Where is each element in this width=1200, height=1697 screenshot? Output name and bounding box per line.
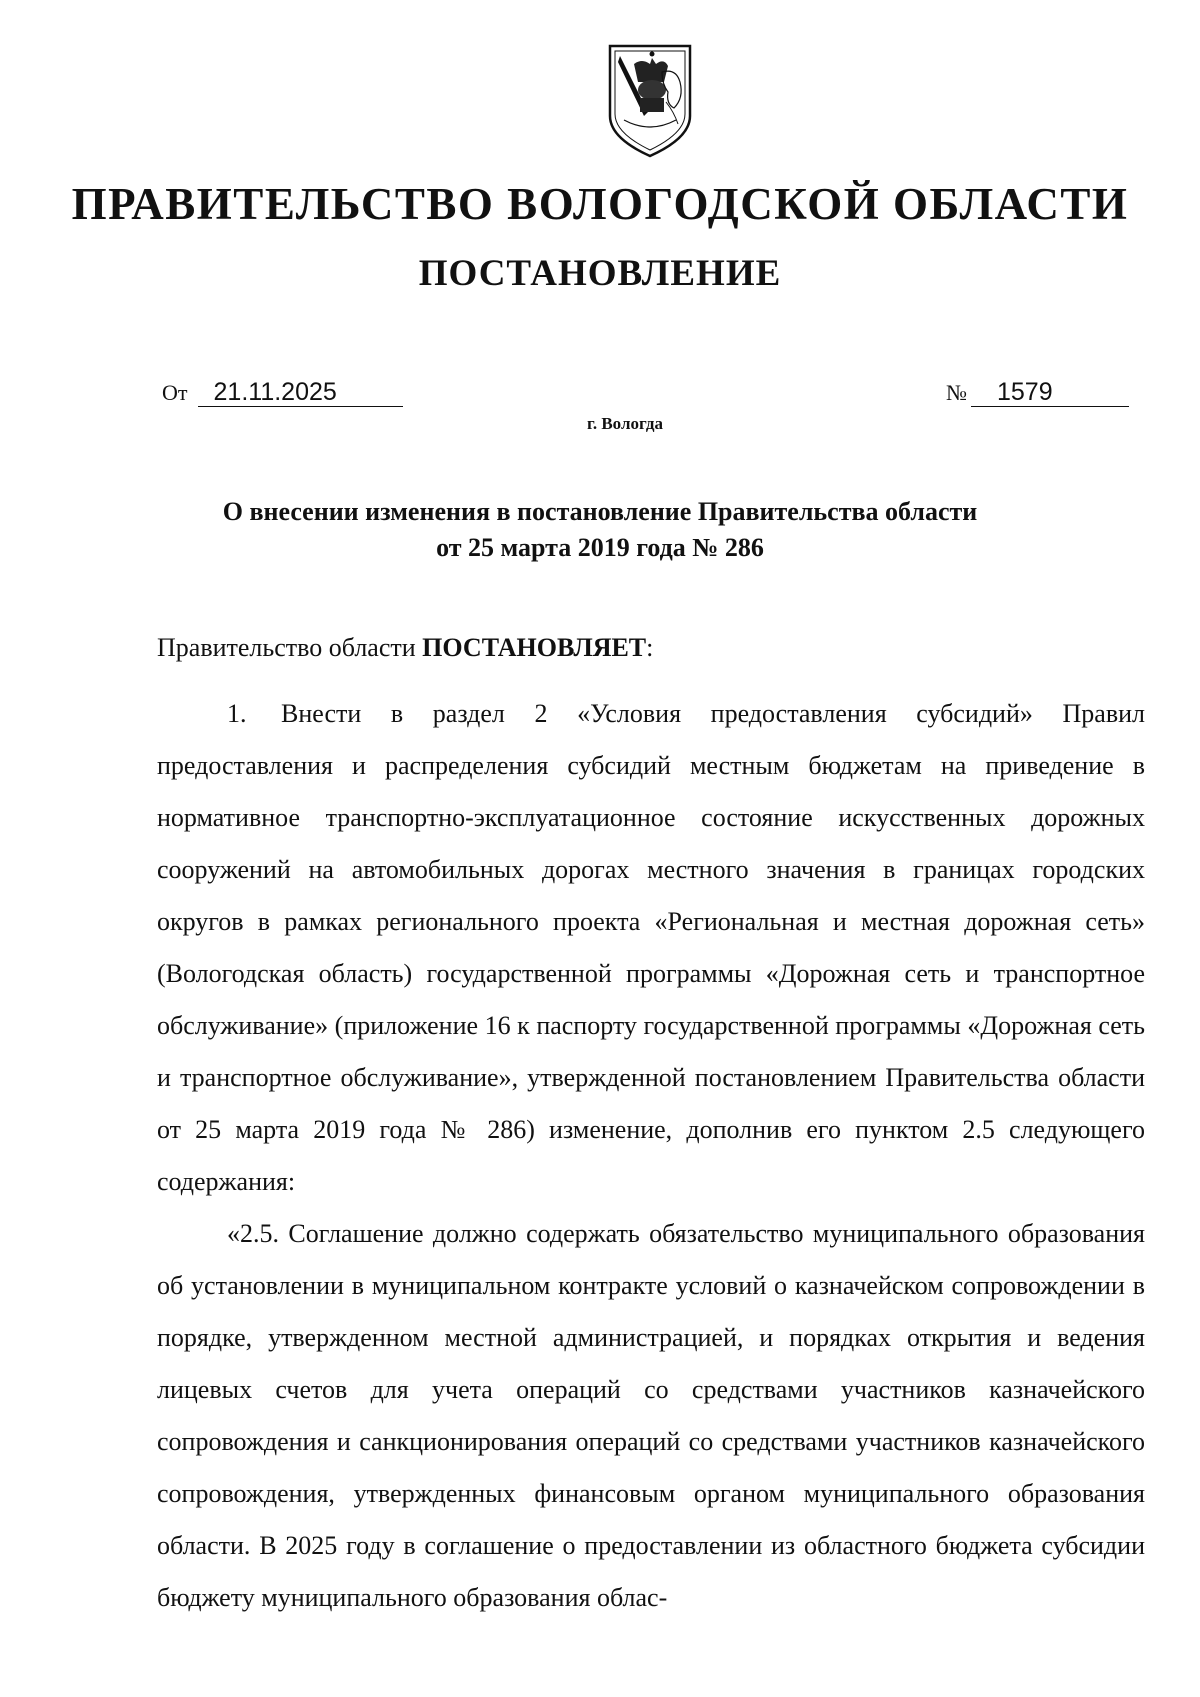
point-2-5-text: «2.5. Соглашение должно содержать обязательство муниципального образования об установлении в муниципальном контракте условий о казначейском сопровождении в порядке, утвержденном местной администрацией, и порядках открытия и ведения лицевых счетов для учета операций со средствами участников казначейского сопровождения и санкционирования операций со средствами участников казначейского сопровождения, утвержденных финансовым органом муниципального образования области. В 2025 году в соглашение о предоставлении из областного бюджета субсидии бюджету муниципального образования облас- (157, 1219, 1145, 1612)
document-subject (0, 494, 1200, 566)
document-date (162, 378, 403, 407)
intro-colon: : (646, 633, 654, 662)
subject-line-1: О внесении изменения в постановление Правительства области (222, 497, 978, 526)
document-type-title: ПОСТАНОВЛЕНИЕ (418, 253, 782, 294)
point-2-5 (157, 1208, 1145, 1624)
city-label: г. Вологда (587, 414, 663, 433)
point-1-number: 1. (227, 699, 247, 728)
document-body (157, 622, 1145, 1624)
point-1 (157, 688, 1145, 1208)
government-title: ПРАВИТЕЛЬСТВО ВОЛОГОДСКОЙ ОБЛАСТИ (71, 179, 1129, 229)
subject-line-2: от 25 марта 2019 года № 286 (436, 533, 764, 562)
resolution-intro (157, 622, 1145, 674)
number-value: 1579 (971, 378, 1129, 407)
intro-text: Правительство области (157, 633, 423, 662)
point-1-text: Внести в раздел 2 «Условия предоставления субсидий» Правил предоставления и распределения субсидий местным бюджетам на приведение в нормативное транспортно-эксплуатационное состояние искусственных дорожных сооружений на автомобильных дорогах местного значения в границах городских округов в рамках регионального проекта «Региональная и местная дорожная сеть» (Вологодская область) государственной программы «Дорожная сеть и транспортное обслуживание» (приложение 16 к паспорту государственной программы «Дорожная сеть и транспортное обслуживание», утвержденной постановлением Правительства области от 25 марта 2019 года № 286) изменение, дополнив его пунктом 2.5 следующего содержания: (157, 699, 1145, 1196)
document-number (946, 378, 1129, 407)
date-value: 21.11.2025 (198, 378, 403, 407)
emblem-icon (604, 42, 696, 160)
number-prefix-label: № (946, 380, 967, 405)
intro-keyword: ПОСТАНОВЛЯЕТ (422, 633, 647, 662)
date-prefix-label: От (162, 380, 188, 405)
